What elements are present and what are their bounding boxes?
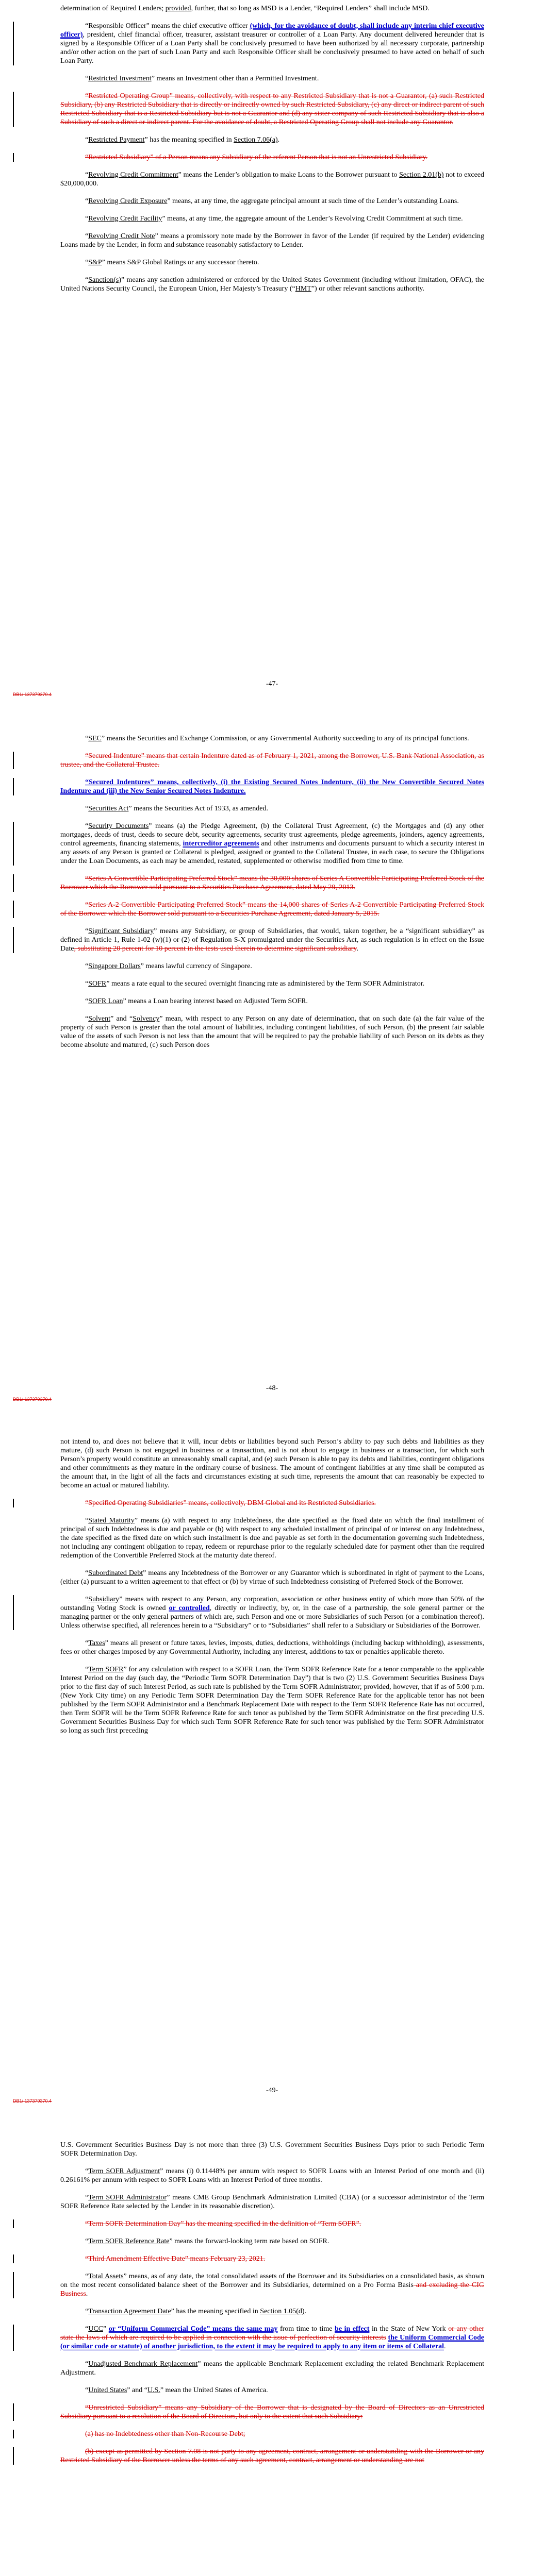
definition-paragraph: [60, 197, 484, 206]
deleted-text: and excluding the CIG Business: [60, 2281, 484, 2298]
deleted-text: “Series A-2 Convertible Participating Preferred Stock” means the 14,000 shares of Series A-2 Convertible Participating Preferred Stock of the Borrower which the Borrower sold pursuant to a Securities Purchase Agreement, dated January 5, 2015.: [60, 901, 484, 918]
definition-paragraph: [60, 2403, 484, 2421]
page-number: -47-: [266, 680, 278, 688]
inserted-text: the Uniform Commercial Code (or similar code or statute) of another jurisdiction, to the extent it may be required to apply to any item or items of Collateral: [60, 2334, 485, 2350]
text-run: “: [85, 1517, 89, 1524]
defined-term: Solvent: [88, 1015, 110, 1023]
inserted-text: intercreditor agreements: [183, 840, 259, 848]
definition-paragraph: [60, 74, 484, 83]
definition-paragraph: [60, 901, 484, 918]
definition-paragraph: [60, 232, 484, 249]
defined-term: HMT: [295, 285, 311, 293]
definition-paragraph: [60, 135, 484, 144]
defined-term: Revolving Credit Commitment: [88, 171, 178, 179]
text-run: not intend to, and does not believe that it will, incur debts or liabilities beyond such Person’s ability to pay such debts and liabilities as they mature, (d) such Person is not engaged in business or a transaction, and is not about to engage in business or a transaction, for which such Person’s property would constitute an unreasonably small capital, and (e) such Person is able to pay its debts and liabilities, contingent obligations and other commitments as they mature in the ordinary course of business. The amount of contingent liabilities at any time shall be computed as the amount that, in the light of all the facts and circumstances existing at such time, represents the amount that can reasonably be expected to become an actual or matured liability.: [60, 1438, 484, 1489]
text-run: , directly or indirectly, by, or, in the case of a partnership, the sole general partner or the managing partner or the only general partners of which are, such Person and one or more Subsidiaries of such Person (or a combination thereof). Unless otherwise specified, all references herein to a “Subsidiary” or to “Subsidiaries” shall refer to a Subsidiary or Subsidiaries of the Borrower.: [60, 1604, 485, 1630]
defined-term: UCC: [88, 2325, 104, 2333]
deleted-text: “Specified Operating Subsidiaries” means, collectively, DBM Global and its Restricted Subsidiaries.: [85, 1499, 376, 1507]
definition-paragraph: [60, 2167, 484, 2184]
definition-paragraph: [60, 1437, 484, 1490]
text-run: “: [85, 2308, 89, 2315]
text-run: “: [85, 215, 89, 223]
text-run: “: [85, 1015, 89, 1023]
text-run: , further, that so long as MSD is a Lender, “Required Lenders” shall include MSD.: [191, 5, 430, 12]
text-run: ” means (a) with respect to any Indebtedness, the date specified as the fixed date on which the final installment of principal of such Indebtedness is due and payable or (b) with respect to any scheduled installment of principal of or interest on any Indebtedness, the date specified as the fixed date on which such installment is due and payable as set forth in the documentation governing such Indebtedness, not including any contingent obligation to repay, redeem or repurchase prior to the regularly scheduled date for payment other than the required redemption of the Convertible Preferred Stock at the maturity date thereof.: [60, 1517, 484, 1560]
definition-paragraph: [60, 2237, 484, 2246]
document-footer-id: DB1/ 137379370.4: [13, 1397, 52, 1402]
defined-term: Taxes: [88, 1639, 105, 1647]
definition-paragraph: [60, 752, 484, 769]
text-run: ” means the forward-looking term rate based on SOFR.: [169, 2238, 329, 2245]
defined-term: S&P: [88, 259, 102, 266]
definition-paragraph: [60, 2325, 484, 2351]
defined-term: Significant Subsidiary: [88, 927, 154, 935]
text-run: from time to time: [277, 2325, 335, 2333]
defined-term: Revolving Credit Facility: [88, 215, 162, 223]
definition-paragraph: [60, 171, 484, 188]
text-run: .: [86, 2290, 88, 2298]
definition-paragraph: [60, 804, 484, 813]
text-run: “: [85, 822, 89, 830]
text-run: “: [85, 1666, 89, 1673]
document-footer-id: DB1/ 137379370.4: [13, 692, 52, 697]
definition-paragraph: [60, 258, 484, 267]
text-run: and other instruments and documents pursuant to which a security interest in any assets of any Person is granted or Collateral is pledged, assigned or granted to the Collateral Trustee, in each case, to secure the Obligations under the Loan Documents, as each may be amended, restated, supplemented or otherwise modified from time to time.: [60, 840, 484, 865]
definition-paragraph: [60, 4, 484, 13]
text-run: ” means with respect to any Person, any corporation, association or other business entity of which more than 50% of the outstanding Voting Stock is owned: [60, 1596, 484, 1612]
defined-term: Solvency: [133, 1015, 160, 1023]
text-run: “: [85, 1569, 89, 1577]
definition-paragraph: [60, 1499, 484, 1507]
definition-paragraph: [60, 778, 484, 795]
defined-term: SOFR: [88, 980, 107, 988]
page: [0, 0, 544, 703]
defined-term: Transaction Agreement Date: [88, 2308, 171, 2315]
text-run: ” means, at any time, the aggregate amount of the Lender’s Revolving Credit Commitment at such time.: [162, 215, 463, 223]
text-run: “: [85, 136, 89, 144]
deleted-text: , substituting 20 percent for 10 percent in the tests used therein to determine significant subsidiary: [74, 945, 357, 953]
definition-paragraph: [60, 22, 484, 65]
defined-term: Sanction(s): [88, 276, 121, 284]
text-run: “: [85, 276, 89, 284]
defined-term: U.S.: [147, 2386, 160, 2394]
text-run: ” means the applicable Benchmark Replacement excluding the related Benchmark Replacement Adjustment.: [60, 2360, 485, 2377]
defined-term: SEC: [88, 735, 102, 742]
page-body: [60, 1437, 484, 1744]
text-run: U.S. Government Securities Business Day is not more than three (3) U.S. Government Securities Business Days prior to such Periodic Term SOFR Determination Day.: [60, 2141, 484, 2158]
deleted-text: (b) except as permitted by Section 7.08 is not party to any agreement, contract, arrangement or understanding with the Borrower or any Restricted Subsidiary of the Borrower unless the terms of any such agreement, contract, arrangement or understanding are not: [60, 2448, 484, 2464]
definition-paragraph: [60, 1516, 484, 1560]
text-run: “: [85, 927, 89, 935]
text-run: “Responsible Officer” means the chief executive officer: [85, 22, 250, 30]
definition-paragraph: [60, 2447, 484, 2465]
defined-term: SOFR Loan: [88, 997, 123, 1005]
defined-term: Securities Act: [88, 805, 129, 812]
defined-term: Security Documents: [88, 822, 149, 830]
text-run: ” means any sanction administered or enforced by the United States Government (including without limitation, OFAC), the United Nations Security Council, the European Union, Her Majesty’s Treasury (“: [60, 276, 484, 293]
defined-term: Revolving Credit Exposure: [88, 197, 168, 205]
text-run: .: [443, 2343, 446, 2350]
text-run: ” for any calculation with respect to a SOFR Loan, the Term SOFR Reference Rate for a tenor comparable to the applicable Interest Period on the day (such day, the “Periodic Term SOFR Determination Day”) that is two (2) U.S. Government Securities Business Days prior to the first day of such Interest Period, as such rate is published by the Term SOFR Administrator; provided, however, that if as of 5:00 p.m. (New York City time) on any Periodic Term SOFR Determination Day the Term SOFR Reference Rate for the applicable tenor has not been published by the Term SOFR Administrator and a Benchmark Replacement Date with respect to the Term SOFR Reference Rate has not occurred, then Term SOFR will be the Term SOFR Reference Rate for such tenor as published by the Term SOFR Administrator on the first preceding U.S. Government Securities Business Day for which such Term SOFR Reference Rate for such tenor was published by the Term SOFR Administrator so long as such first preceding: [60, 1666, 484, 1735]
text-run: ” mean the United States of America.: [160, 2386, 268, 2394]
inserted-text: (which, for the avoidance of doubt, shall include any interim chief executive officer): [60, 22, 484, 39]
text-run: ” means (a) the Pledge Agreement, (b) the Collateral Trust Agreement, (c) the Mortgages and (d) any other mortgages, deeds of trust, deeds to secure debt, security agreements, security trust agreements, pledge agreements, joinders, agency agreements, control agreements, financing statements,: [60, 822, 485, 848]
page: [0, 2110, 544, 2576]
page-body: [60, 4, 484, 302]
text-run: “: [85, 2194, 89, 2201]
defined-term: Unadjusted Benchmark Replacement: [88, 2360, 198, 2368]
definition-paragraph: [60, 734, 484, 743]
text-run: “: [85, 232, 89, 240]
text-run: .: [356, 945, 359, 953]
text-run: ” means S&P Global Ratings or any successor thereto.: [102, 259, 259, 266]
text-run: .: [304, 2308, 307, 2315]
page-body: [60, 734, 484, 1058]
text-run: “: [85, 997, 89, 1005]
text-run: ” mean, with respect to any Person on any date of determination, that on such date (a) the fair value of the property of such Person is greater than the total amount of liabilities, including contingent liabilities, of such Person, (b) the present fair salable value of the assets of such Person is not less than the amount that will be required to pay the probable liability of such Person on its debts as they become absolute and matured, (c) such Person does: [60, 1015, 484, 1049]
text-run: ” means the Securities Act of 1933, as amended.: [128, 805, 268, 812]
definition-paragraph: [60, 927, 484, 953]
text-run: ” has the meaning specified in: [171, 2308, 260, 2315]
page: [0, 703, 544, 1406]
definition-paragraph: [60, 2272, 484, 2298]
text-run: ” and “: [110, 1015, 133, 1023]
defined-term: Section 2.01(b): [399, 171, 444, 179]
defined-term: Singapore Dollars: [88, 962, 141, 970]
definition-paragraph: [60, 153, 484, 162]
defined-term: Term SOFR Adjustment: [88, 2167, 160, 2175]
text-run: “: [85, 2167, 89, 2175]
text-run: ” has the meaning specified in: [144, 136, 234, 144]
definition-paragraph: [60, 822, 484, 866]
text-run: ” means lawful currency of Singapore.: [140, 962, 252, 970]
defined-term: Restricted Payment: [88, 136, 145, 144]
definition-paragraph: [60, 962, 484, 971]
deleted-text: “Unrestricted Subsidiary” means any Subsidiary of the Borrower that is designated by the Board of Directors as an Unrestricted Subsidiary pursuant to a resolution of the Board of Directors, but only to the extent that such Subsidiary:: [60, 2404, 484, 2420]
definition-paragraph: [60, 276, 484, 293]
definition-paragraph: [60, 2219, 484, 2228]
definition-paragraph: [60, 214, 484, 223]
deleted-text: or any other state the laws of which are required to be applied in connection with the issue of perfection of security interests: [60, 2325, 484, 2342]
definition-paragraph: [60, 1014, 484, 1049]
definition-paragraph: [60, 874, 484, 892]
definition-paragraph: [60, 2193, 484, 2211]
text-run: determination of Required Lenders;: [60, 5, 166, 12]
text-run: “: [85, 197, 89, 205]
text-run: .: [277, 136, 280, 144]
deleted-text: “Restricted Operating Group” means, collectively, with respect to any Restricted Subsidiary that is not a Guarantor, (a) such Restricted Subsidiary, (b) any Restricted Subsidiary that is directly or indirectly owned by such Restricted Subsidiary, (c) any direct or indirect parent of such Restricted Subsidiary that is a Restricted Subsidiary but is not a Guarantor and (d) any sister company of such Restricted Subsidiary that is also a Subsidiary of such a direct or indirect parent. For the avoidance of doubt, a Restricted Operating Group shall not include any Guarantor.: [60, 92, 484, 126]
defined-term: Total Assets: [88, 2273, 124, 2280]
text-run: “: [85, 2273, 89, 2280]
defined-term: Term SOFR Administrator: [88, 2194, 167, 2201]
text-run: ” and “: [127, 2386, 147, 2394]
text-run: ” means a promissory note made by the Borrower in favor of the Lender (if required by the Lender) evidencing Loans made by the Lender, in form and substance reasonably satisfactory to Lender.: [60, 232, 484, 249]
text-run: ” means all present or future taxes, levies, imposts, duties, deductions, withholdings (including backup withholding), assessments, fees or other charges imposed by any Governmental Authority, including any interest, additions to tax or penalties applicable thereto.: [60, 1639, 484, 1656]
document-footer-id: DB1/ 137379370.4: [13, 2098, 52, 2104]
text-run: “: [85, 171, 89, 179]
definition-paragraph: [60, 1569, 484, 1586]
deleted-text: “Term SOFR Determination Day” has the meaning specified in the definition of “Term SOFR”.: [85, 2220, 361, 2228]
definition-paragraph: [60, 2141, 484, 2158]
text-run: ” means any Indebtedness of the Borrower or any Guarantor which is subordinated in right of payment to the Loans, (either (a) pursuant to a written agreement to that effect or (b) by virtue of such Indebtedness consisting of Preferred Stock of the Borrower.: [60, 1569, 484, 1586]
defined-term: United States: [88, 2386, 127, 2394]
defined-term: Stated Maturity: [88, 1517, 135, 1524]
definition-paragraph: [60, 1595, 484, 1630]
defined-term: Section 7.06(a): [234, 136, 278, 144]
defined-term: Revolving Credit Note: [88, 232, 155, 240]
text-run: in the State of New York: [369, 2325, 449, 2333]
text-run: ” means a rate equal to the secured overnight financing rate as administered by the Term SOFR Administrator.: [106, 980, 425, 988]
text-run: “: [85, 1596, 89, 1603]
text-run: ” means the Securities and Exchange Commission, or any Governmental Authority succeeding to any of its principal functions.: [101, 735, 469, 742]
text-run: ” means a Loan bearing interest based on Adjusted Term SOFR.: [123, 997, 308, 1005]
deleted-text: “Secured Indenture” means that certain Indenture dated as of February 1, 2021, among the Borrower, U.S. Bank National Association, as trustee, and the Collateral Trustee.: [60, 752, 484, 769]
definition-paragraph: [60, 2307, 484, 2316]
defined-term: Section 1.05(d): [260, 2308, 305, 2315]
inserted-text: be in effect: [335, 2325, 370, 2333]
defined-term: Term SOFR: [88, 1666, 124, 1673]
text-run: “: [85, 962, 89, 970]
text-run: “: [85, 2238, 89, 2245]
text-run: “: [85, 2360, 89, 2368]
text-run: ”) or other relevant sanctions authority.: [311, 285, 424, 293]
text-run: “: [85, 735, 89, 742]
definition-paragraph: [60, 2430, 484, 2438]
defined-term: Restricted Investment: [88, 75, 152, 82]
deleted-text: (a) has no Indebtedness other than Non-Recourse Debt;: [85, 2430, 245, 2438]
text-run: ” means an Investment other than a Permitted Investment.: [151, 75, 319, 82]
text-run: “: [85, 75, 89, 82]
text-run: “: [85, 259, 89, 266]
definition-paragraph: [60, 92, 484, 127]
deleted-text: “Restricted Subsidiary” of a Person means any Subsidiary of the referent Person that is not an Unrestricted Subsidiary.: [85, 154, 427, 161]
definition-paragraph: [60, 997, 484, 1006]
text-run: ” means (i) 0.11448% per annum with respect to SOFR Loans with an Interest Period of one month and (ii) 0.26161% per annum with respect to SOFR Loans with an Interest Period of three months.: [60, 2167, 485, 2184]
deleted-text: “Series A Convertible Participating Preferred Stock” means the 30,000 shares of Series A Convertible Participating Preferred Stock of the Borrower which the Borrower sold pursuant to a Securities Purchase Agreement, dated May 29, 2013.: [60, 875, 484, 891]
text-run: ”: [103, 2325, 109, 2333]
text-run: ” means CME Group Benchmark Administration Limited (CBA) (or a successor administrator of the Term SOFR Reference Rate selected by the Lender in its reasonable discretion).: [60, 2194, 484, 2210]
deleted-text: “Third Amendment Effective Date” means February 23, 2021.: [85, 2255, 266, 2263]
definition-paragraph: [60, 2386, 484, 2395]
inserted-text: “Secured Indentures” means, collectively, (i) the Existing Secured Notes Indenture, (ii) the New Convertible Secured Notes Indenture and (iii) the New Senior Secured Notes Indenture.: [60, 778, 484, 795]
definition-paragraph: [60, 2255, 484, 2263]
text-run: “: [85, 980, 89, 988]
text-run: ” means, as of any date, the total consolidated assets of the Borrower and its Subsidiaries on a consolidated basis, as shown on the most recent consolidated balance sheet of the Borrower and its Subsidiaries, determined on a Pro Forma Basis: [60, 2273, 485, 2289]
text-run: “: [85, 2325, 89, 2333]
text-run: “: [85, 2386, 89, 2394]
text-run: , president, chief financial officer, treasurer, assistant treasurer or controller of a Loan Party. Any document delivered hereunder that is signed by a Responsible Officer of a Loan Party shall be conclusively presumed to have been authorized by all necessary corporate, partnership and/or other action on the part of such Loan Party and such Responsible Officer shall be conclusively presumed to have acted on behalf of such Loan Party.: [60, 31, 484, 65]
text-run: not to exceed $20,000,000.: [60, 171, 484, 188]
text-run: ” means, at any time, the aggregate principal amount at such time of the Lender’s outstanding Loans.: [167, 197, 459, 205]
text-run: ” means the Lender’s obligation to make Loans to the Borrower pursuant to: [178, 171, 400, 179]
inserted-text: or controlled: [169, 1604, 210, 1612]
definition-paragraph: [60, 2360, 484, 2377]
page: [0, 1406, 544, 2110]
definition-paragraph: [60, 1639, 484, 1656]
text-run: “: [85, 805, 89, 812]
defined-term: Subsidiary: [88, 1596, 120, 1603]
inserted-text: or “Uniform Commercial Code” means the same may: [108, 2325, 278, 2333]
page-number: -48-: [266, 1384, 278, 1392]
defined-term: provided: [165, 5, 191, 12]
definition-paragraph: [60, 1665, 484, 1735]
page-body: [60, 2141, 484, 2473]
defined-term: Term SOFR Reference Rate: [88, 2238, 170, 2245]
text-run: ” means any Subsidiary, or group of Subsidiaries, that would, taken together, be a “significant subsidiary” as defined in Article 1, Rule 1-02 (w)(1) or (2) of Regulation S-X promulgated under the Securities Act, as such regulation is in effect on the Issue Date: [60, 927, 484, 953]
text-run: “: [85, 1639, 89, 1647]
defined-term: Subordinated Debt: [88, 1569, 143, 1577]
page-number: -49-: [266, 2087, 278, 2094]
definition-paragraph: [60, 979, 484, 988]
